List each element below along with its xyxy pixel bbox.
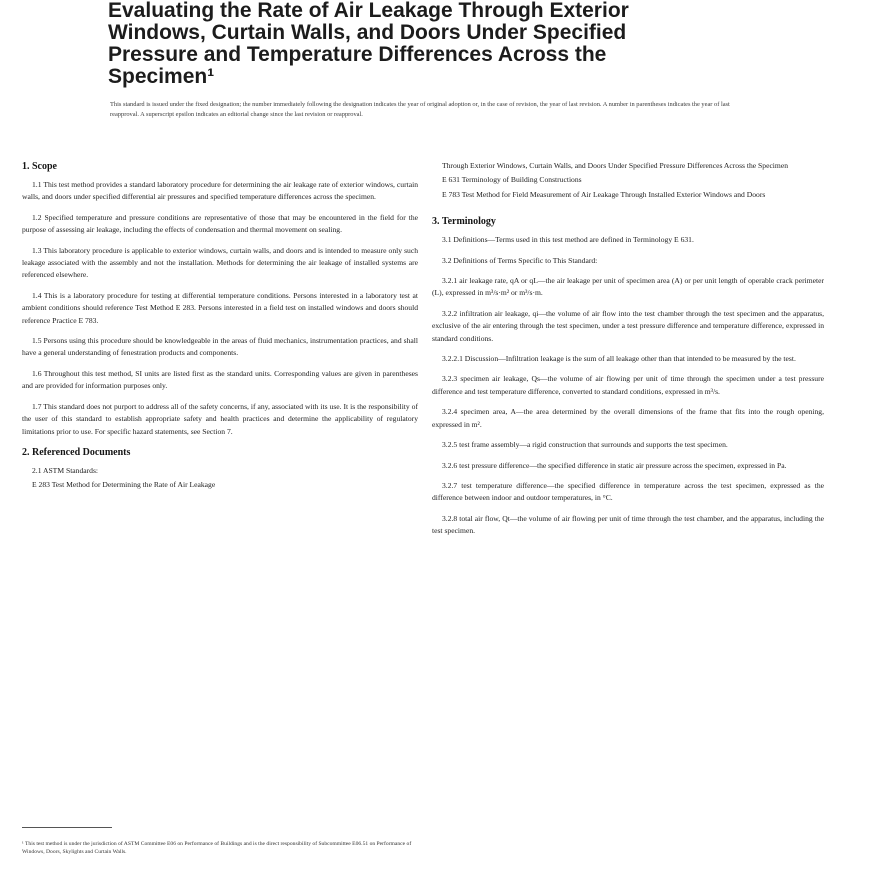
paragraph: 3.2.4 specimen area, A—the area determined by the overall dimensions of the frame that fits into the rough opening, expressed in m². [432, 407, 824, 429]
paragraph: 3.2.3 specimen air leakage, Qs—the volume of air flowing per unit of time through the specimen under a test pressure difference and test temperature difference, converted to standard conditions, expressed in m³/s. [432, 374, 824, 396]
paragraph: 3.2.8 total air flow, Qt—the volume of air flowing per unit of time through the test chamber, and the apparatus, including the test specimen. [432, 513, 824, 536]
title-line: Pressure and Temperature Differences Across the [108, 44, 607, 66]
paragraph: 1.5 Persons using this procedure should be knowledgeable in the areas of fluid mechanics, instrumentation practices, and shall have a general understanding of fenestration products and components. [22, 336, 418, 358]
paragraph: 3.2.7 test temperature difference—the specified difference in temperature across the test specimen, expressed as the difference between indoor and outdoor temperatures, in °C. [432, 480, 824, 503]
paragraph: 1.6 Throughout this test method, SI units are listed first as the standard units. Corresponding values are given in parentheses and are provided for information purposes only. [22, 368, 418, 391]
paragraph: 3.1 Definitions—Terms used in this test method are defined in Terminology E 631. [442, 235, 694, 245]
section-heading-referenced-documents: 2. Referenced Documents [22, 446, 131, 458]
left-column [22, 160, 418, 494]
paragraph: 1.3 This laboratory procedure is applicable to exterior windows, curtain walls, and doors and is intended to measure only such leakage associated with the assembly and not the installation. Methods for determining the air leakage of installed systems are referenced elsewhere. [22, 245, 418, 280]
title-line: Windows, Curtain Walls, and Doors Under Specified [108, 22, 627, 44]
right-column [432, 160, 824, 546]
section-heading-terminology: 3. Terminology [432, 216, 496, 228]
reference-item: Through Exterior Windows, Curtain Walls, and Doors Under Specified Pressure Differences Across the Specimen [442, 161, 788, 170]
paragraph: 3.2.2 infiltration air leakage, qi—the volume of air flow into the test chamber through the test specimen and the apparatus, exclusive of the air entering through the test specimen, under a test pressure difference and temperature difference, expressed in standard conditions. [432, 308, 824, 343]
footnote-divider [22, 827, 112, 828]
document-title [108, 0, 728, 88]
paragraph: 3.2.6 test pressure difference—the specified difference in static air pressure across the specimen, expressed in Pa. [442, 460, 787, 470]
reference-item: 2.1 ASTM Standards: [32, 465, 99, 475]
paragraph: 1.1 This test method provides a standard laboratory procedure for determining the air leakage rate of exterior windows, curtain walls, and doors under specified differential air pressures and specified temperature differences across the specimen. [22, 180, 418, 202]
paragraph: 3.2 Definitions of Terms Specific to This Standard: [442, 255, 598, 265]
title-line: Evaluating the Rate of Air Leakage Through Exterior [108, 0, 629, 22]
section-heading-scope: 1. Scope [22, 161, 57, 172]
paragraph: 1.7 This standard does not purport to address all of the safety concerns, if any, associated with its use. It is the responsibility of the user of this standard to establish appropriate safety and health practices and determine the applicability of regulatory limitations prior to use. For specific hazard statements, see Section 7. [22, 401, 418, 436]
paragraph: 3.2.1 air leakage rate, qA or qL—the air leakage per unit of specimen area (A) or per unit length of operable crack perimeter (L), expressed in m³/s·m² or m³/s·m. [432, 276, 824, 298]
reference-item: E 783 Test Method for Field Measurement of Air Leakage Through Installed Exterior Windows and Doors [442, 189, 766, 199]
paragraph: 3.2.5 test frame assembly—a rigid construction that surrounds and supports the test specimen. [442, 440, 728, 450]
footnote: ¹ This test method is under the jurisdiction of ASTM Committee E06 on Performance of Buildings and is the direct responsibility of Subcommittee E06.51 on Performance of Windows, Doors, Skylights and Curtain Walls. [22, 841, 412, 855]
title-line: Specimen¹ [108, 66, 215, 88]
abstract-note: This standard is issued under the fixed designation; the number immediately following the designation indicates the year of original adoption or, in the case of revision, the year of last revision. A number in parentheses indicates the year of last reapproval. A superscript epsilon indicates an editorial change since the last revision or reapproval. [110, 101, 730, 118]
paragraph: 1.4 This is a laboratory procedure for testing at differential temperature conditions. Persons interested in a laboratory test at ambient conditions should reference Test Method E 283. Persons interested in a field test on installed windows and doors should reference Practice E 783. [22, 290, 418, 325]
paragraph: 1.2 Specified temperature and pressure conditions are representative of those that may be encountered in the field for the purpose of assessing air leakage, including the effects of condensation and thermal movement on sealing. [22, 212, 418, 235]
reference-item: E 631 Terminology of Building Constructions [442, 175, 582, 185]
paragraph: 3.2.2.1 Discussion—Infiltration leakage is the sum of all leakage other than that intended to be measured by the test. [442, 354, 796, 364]
reference-item: E 283 Test Method for Determining the Rate of Air Leakage [32, 480, 216, 490]
